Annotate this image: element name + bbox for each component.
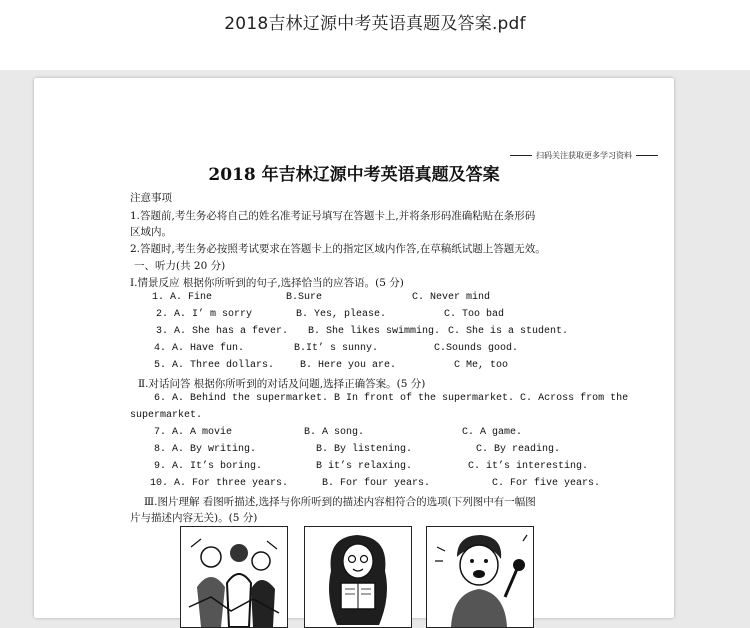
q3-option-c: C. She is a student. [448, 326, 569, 337]
q7-option-b: B. A song. [304, 427, 365, 438]
q3-option-b: B. She likes swimming. [308, 326, 441, 337]
pdf-page[interactable] [34, 78, 674, 618]
q4-option-a: 4. A. Have fun. [154, 343, 245, 354]
note-2: 2.答题时,考生务必按照考试要求在答题卡上的指定区域内作答,在草稿纸试题上答题无效。 [130, 243, 546, 255]
q2-option-a: 2. A. I’ m sorry [156, 309, 253, 320]
q3-option-a: 3. A. She has a fever. [156, 326, 289, 337]
notes-heading: 注意事项 [130, 192, 172, 204]
q6-line-1: 6. A. Behind the supermarket. B In front of the supermarket. C. Across from the [154, 393, 629, 404]
q1-option-b: B.Sure [286, 292, 323, 303]
q8-option-b: B. By listening. [316, 444, 413, 455]
q7-option-a: 7. A. A movie [154, 427, 233, 438]
section-3-line-2: 片与描述内容无关)。(5 分) [130, 512, 258, 524]
notice-rule-left [510, 155, 532, 156]
q10-option-b: B. For four years. [322, 478, 431, 489]
picture-3 [426, 526, 534, 628]
q5-option-c: C Me, too [454, 360, 509, 371]
note-1-line-2: 区域内。 [130, 226, 172, 238]
q1-option-a: 1. A. Fine [152, 292, 213, 303]
q9-option-a: 9. A. It’s boring. [154, 461, 263, 472]
picture-2-sketch [305, 527, 411, 627]
q2-option-b: B. Yes, please. [296, 309, 387, 320]
q7-option-c: C. A game. [462, 427, 523, 438]
q6-line-2: supermarket. [130, 410, 203, 421]
picture-1 [180, 526, 288, 628]
picture-3-sketch [427, 527, 533, 627]
q5-option-a: 5. A. Three dollars. [154, 360, 275, 371]
notice-text: 扫码关注获取更多学习资料 [536, 151, 632, 160]
q5-option-b: B. Here you are. [300, 360, 397, 371]
viewer-toolbar [0, 0, 750, 70]
q1-option-c: C. Never mind [412, 292, 491, 303]
file-title: 2018吉林辽源中考英语真题及答案.pdf [224, 14, 526, 34]
picture-2 [304, 526, 412, 628]
q4-option-b: B.It’ s sunny. [294, 343, 379, 354]
section-3-line-1: Ⅲ.图片理解 看图听描述,选择与你所听到的描述内容相符合的选项(下列图中有一幅图 [144, 496, 536, 508]
q8-option-c: C. By reading. [476, 444, 561, 455]
notice-rule-right [636, 155, 658, 156]
part-1-heading: 一、听力(共 20 分) [134, 260, 226, 272]
q8-option-a: 8. A. By writing. [154, 444, 257, 455]
q10-option-a: 10. A. For three years. [150, 478, 289, 489]
q9-option-c: C. it’s interesting. [468, 461, 589, 472]
q9-option-b: B it’s relaxing. [316, 461, 413, 472]
picture-1-sketch [181, 527, 287, 627]
q4-option-c: C.Sounds good. [434, 343, 519, 354]
section-1-heading: Ⅰ.情景反应 根据你所听到的句子,选择恰当的应答语。(5 分) [130, 277, 404, 289]
section-2-heading: Ⅱ.对话问答 根据你所听到的对话及问题,选择正确答案。(5 分) [138, 378, 426, 390]
q2-option-c: C. Too bad [444, 309, 505, 320]
q10-option-c: C. For five years. [492, 478, 601, 489]
note-1-line-1: 1.答题前,考生务必将自己的姓名准考证号填写在答题卡上,并将条形码准确粘贴在条形码 [130, 210, 536, 222]
paper-title: 2018 年吉林辽源中考英语真题及答案 [208, 165, 500, 185]
